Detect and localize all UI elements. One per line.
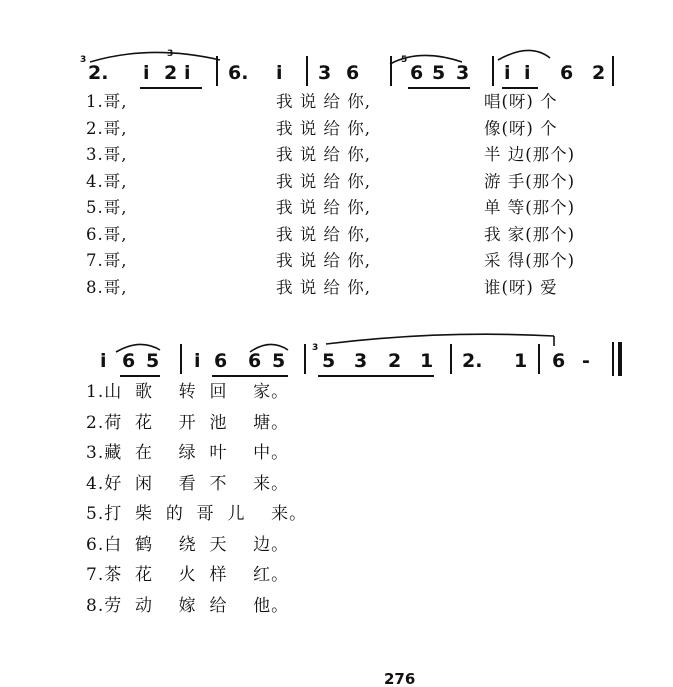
barline <box>306 56 308 86</box>
beam <box>318 375 434 377</box>
note: i <box>184 62 191 84</box>
lyric-end: 游 手(那个) <box>484 171 576 191</box>
lyric-mid: 我 说 给 你, <box>276 198 371 217</box>
lyric-line: 2.荷 花 开 池 塘。 <box>86 412 290 433</box>
lyric-num: 6.哥, <box>86 224 128 244</box>
barline <box>492 56 494 86</box>
note: 1 <box>420 350 434 372</box>
note: i <box>504 62 511 84</box>
lyric-line: 7.茶 花 火 样 红。 <box>86 565 290 585</box>
note: 6 <box>122 350 136 372</box>
note: 5 <box>322 350 336 372</box>
note: i <box>276 62 283 84</box>
lyric-end: 谁(呀) 爱 <box>484 277 558 297</box>
note: 6 <box>346 62 360 84</box>
lyric-end: 唱(呀) 个 <box>484 92 558 111</box>
lyric-line: 6.白 鹤 绕 天 边。 <box>86 534 290 555</box>
note: 6 <box>410 62 424 84</box>
note: 3 <box>456 62 470 84</box>
lyric-end: 单 等(那个) <box>484 198 576 217</box>
lyric-num: 7.哥, <box>86 251 128 270</box>
note: 2 <box>592 62 606 84</box>
note: 2. <box>462 350 483 372</box>
note: 5 <box>146 350 160 372</box>
note: 5 <box>272 350 286 372</box>
beam <box>120 375 160 377</box>
note: 3 <box>318 62 332 84</box>
grace-mark: 5 <box>401 55 408 65</box>
note: 6 <box>552 350 566 372</box>
note: - <box>582 350 590 372</box>
note: i <box>100 350 107 372</box>
lyric-end: 半 边(那个) <box>484 145 576 164</box>
lyric-num: 8.哥, <box>86 277 128 297</box>
lyric-end: 像(呀) 个 <box>484 118 558 138</box>
beam <box>408 87 470 89</box>
lyric-mid: 我 说 给 你, <box>276 171 371 191</box>
lyric-end: 采 得(那个) <box>484 251 576 270</box>
lyric-end: 我 家(那个) <box>484 224 576 244</box>
note: i <box>524 62 531 84</box>
note: 5 <box>432 62 446 84</box>
barline <box>216 56 218 86</box>
lyric-mid: 我 说 给 你, <box>276 145 371 164</box>
beam <box>140 87 202 89</box>
beam <box>502 87 538 89</box>
lyric-num: 2.哥, <box>86 118 128 138</box>
note: 2. <box>88 62 109 84</box>
lyric-mid: 我 说 给 你, <box>276 251 371 270</box>
note: 2 <box>388 350 402 372</box>
barline <box>390 56 392 86</box>
beam <box>212 375 288 377</box>
final-barline <box>612 342 614 376</box>
lyric-line: 1.山 歌 转 回 家。 <box>86 382 290 402</box>
note: i <box>194 350 201 372</box>
note: 6 <box>560 62 574 84</box>
note: 6 <box>248 350 262 372</box>
triplet-mark: 3 <box>167 49 174 59</box>
lyric-mid: 我 说 给 你, <box>276 224 371 244</box>
lyric-num: 4.哥, <box>86 171 128 191</box>
barline <box>304 344 306 374</box>
lyric-line: 5.打 柴 的 哥 儿 来。 <box>86 504 308 524</box>
note: 2 <box>164 62 178 84</box>
lyric-num: 5.哥, <box>86 198 128 217</box>
lyric-mid: 我 说 给 你, <box>276 277 371 297</box>
note: 6. <box>228 62 249 84</box>
barline <box>538 344 540 374</box>
note: 3 <box>354 350 368 372</box>
lyric-mid: 我 说 给 你, <box>276 92 371 111</box>
note: 6 <box>214 350 228 372</box>
page-number: 276 <box>384 670 416 687</box>
lyric-num: 3.哥, <box>86 145 128 164</box>
final-barline-thick <box>618 342 622 376</box>
lyric-num: 1.哥, <box>86 92 128 111</box>
grace-mark: 3 <box>312 343 319 353</box>
barline <box>450 344 452 374</box>
barline <box>180 344 182 374</box>
lyric-line: 8.劳 动 嫁 给 他。 <box>86 595 290 616</box>
lyric-line: 3.藏 在 绿 叶 中。 <box>86 443 290 463</box>
note: i <box>143 62 150 84</box>
barline <box>612 56 614 86</box>
lyric-line: 4.好 闲 看 不 来。 <box>86 473 290 494</box>
grace-mark: 3 <box>80 55 87 65</box>
note: 1 <box>514 350 528 372</box>
lyric-mid: 我 说 给 你, <box>276 118 371 138</box>
